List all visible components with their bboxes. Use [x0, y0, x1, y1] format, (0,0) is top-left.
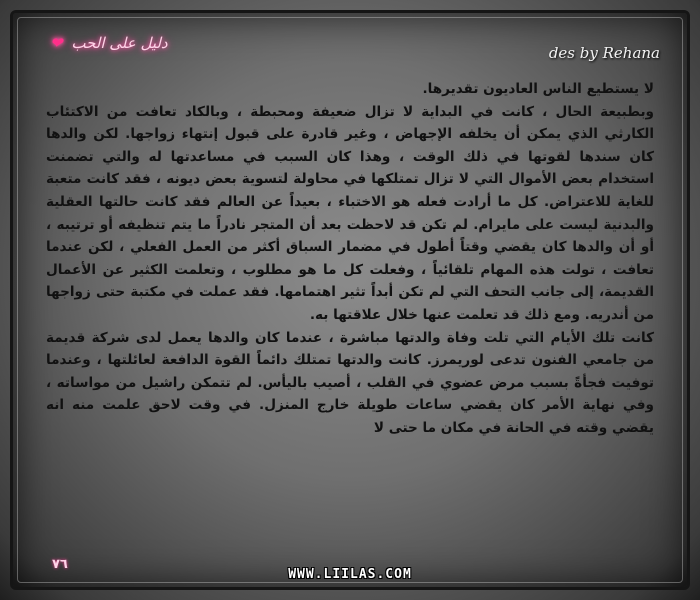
paragraph: وبطبيعة الحال ، كانت في البداية لا تزال ضعيفة ومحبطة ، وبالكاد تعافت من الاكتئاب الكارثي الذي يمكن أن يخلفه الإجهاض ، وغير قادرة على قبول إنتهاء زواجها. لكن والدها كان سندها لقوتها في ذلك الوقت ، وهذا كان السبب في مساعدتها له والتي تضمنت استخدام بعض الأموال التي لا تزال تمتلكها في محاولة لتسوية بعض ديونه ، فقد كانت متعبة للغاية للاعتراض. كل ما أرادت فعله هو الاختباء ، بعيداً عن العالم فقد كانت حالتها العقلية والبدنية ليست على مايرام. لم تكن قد لاحظت بعد أن المتجر نادراً ما يتم تنظيفه أو ترتيبه ، أو أن والدها كان يقضي وقتاً أطول في مضمار السباق أكثر من العمل الفعلي ، لكن عندما تعافت ، تولت هذه المهام تلقائياً ، وفعلت كل ما هو مطلوب ، وتعلمت الكثير عن الأعمال القديمة، إلى جانب التحف التي لم تكن أبداً تثير اهتمامها. فقد عملت في مكتبة حتى زواجها من أندريه. ومع ذلك قد تعلمت عنها خلال علاقتها به.: [46, 103, 654, 323]
site-url: WWW.LIILAS.COM: [288, 567, 412, 582]
heart-icon: ❤: [50, 34, 63, 52]
paragraph: لا يستطيع الناس العاديون تقديرها.: [422, 81, 654, 97]
paragraph: كانت تلك الأيام التي تلت وفاة والدتها مباشرة ، عندما كان والدها يعمل لدى شركة قديمة من جامعي الفنون تدعى لوريمرز. كانت والدتها تمتلك دائماً القوة الدافعة لعائلتها ، وعندما توفيت فجأةً بسبب مرض عضوي في القلب ، أصيب باليأس. لم تتمكن راشيل من مواساته ، وفي نهاية الأمر كان يقضي ساعات طويلة خارج المنزل. في وقت لاحق علمت منه انه يقضي وقته في الحانة في مكان ما حتى لا: [46, 329, 654, 436]
logo: [50, 34, 168, 52]
designer-signature: des by Rehana: [548, 44, 660, 62]
page-number: ٧٦: [52, 557, 68, 572]
logo-text: دليل على الحب: [71, 34, 168, 52]
body-text: [46, 78, 654, 440]
